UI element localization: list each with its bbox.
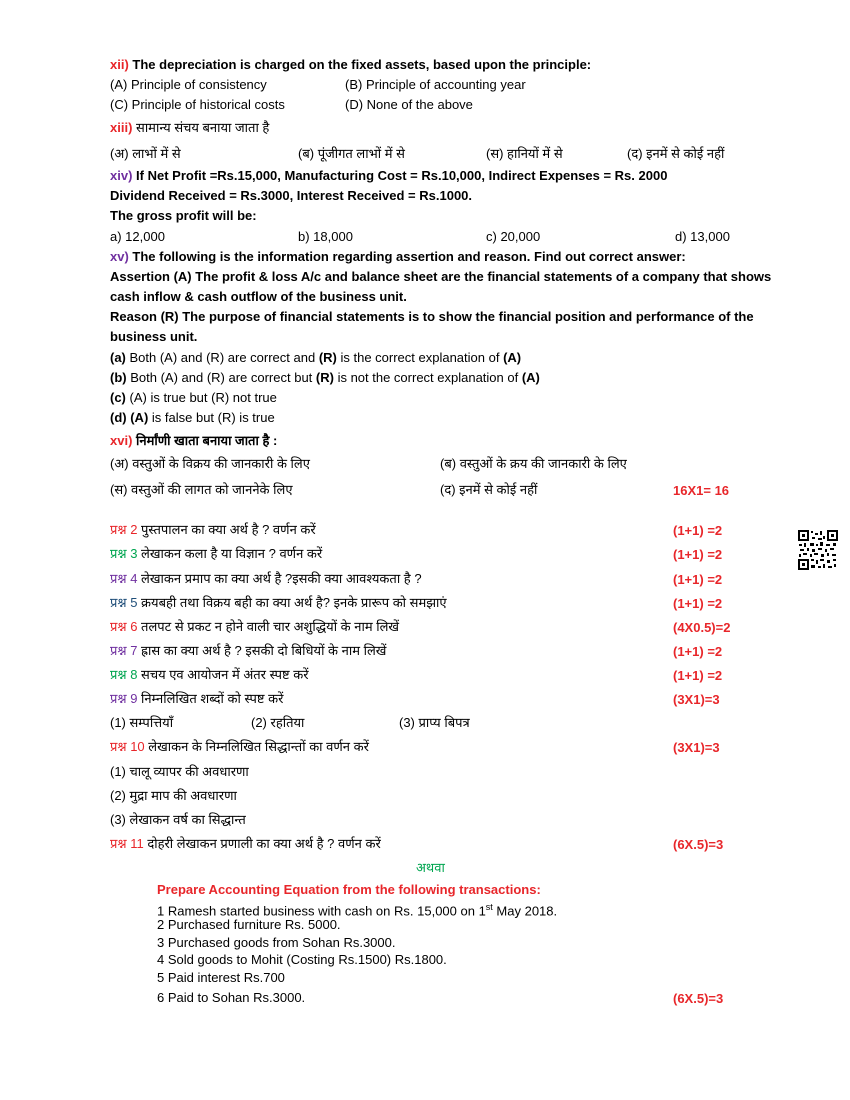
question-10-marks: (3X1)=3: [673, 740, 720, 755]
transaction-1-sup: st: [485, 902, 493, 912]
q15-option-b-text: Both (A) and (R) are correct but: [126, 370, 316, 385]
question-11: [110, 836, 381, 852]
question-6-label: प्रश्न 6: [110, 619, 138, 634]
q15-option-b-text2: is not the correct explanation of: [333, 370, 522, 385]
or-divider: अथवा: [416, 860, 445, 875]
q13-option-a: (अ) लाभों में से: [110, 146, 181, 161]
question-9-marks: (3X1)=3: [673, 692, 720, 707]
q15-option-a-text2: is the correct explanation of: [336, 350, 504, 365]
question-7-marks: (1+1) =2: [673, 644, 723, 659]
q13-number: xiii): [110, 120, 133, 135]
question-8: [110, 667, 309, 683]
question-11-text: दोहरी लेखाकन प्रणाली का क्या अर्थ है ? वर्णन करें: [143, 836, 381, 851]
q14-line1: If Net Profit =Rs.15,000, Manufacturing Cost = Rs.10,000, Indirect Expenses = Rs. 2000: [136, 168, 668, 183]
question-8-text: सचय एव आयोजन में अंतर स्पष्ट करें: [137, 667, 309, 682]
alt-question-marks: (6X.5)=3: [673, 991, 724, 1006]
question-2-text: पुस्तपालन का क्या अर्थ है ? वर्णन करें: [137, 522, 316, 537]
q15-option-d-label: (d): [110, 410, 127, 425]
q12-number: xii): [110, 57, 129, 72]
question-5-label: प्रश्न 5: [110, 595, 138, 610]
q15-option-a-r: (R): [318, 350, 337, 365]
question-7: [110, 643, 386, 659]
question-5: [110, 595, 447, 611]
q16-option-d: (द) इनमें से कोई नहीं: [440, 482, 538, 497]
q14-line2: Dividend Received = Rs.3000, Interest Received = Rs.1000.: [110, 188, 473, 203]
question-3-text: लेखाकन कला है या विज्ञान ? वर्णन करें: [137, 546, 323, 561]
question-3-label: प्रश्न 3: [110, 546, 138, 561]
q16-option-c: (स) वस्तुओं की लागत को जाननेके लिए: [110, 482, 293, 497]
question-8-label: प्रश्न 8: [110, 667, 138, 682]
q9-item-1: (1) सम्पत्तियाँ: [110, 715, 174, 730]
q14-option-b: b) 18,000: [298, 229, 353, 244]
q12-option-d: (D) None of the above: [345, 97, 473, 112]
question-7-label: प्रश्न 7: [110, 643, 138, 658]
question-10: [110, 739, 369, 755]
q15-option-c-label: (c): [110, 390, 126, 405]
question-5-marks: (1+1) =2: [673, 596, 723, 611]
q16-option-a: (अ) वस्तुओं के विक्रय की जानकारी के लिए: [110, 456, 310, 471]
q9-item-2: (2) रहतिया: [251, 715, 305, 730]
question-11-marks: (6X.5)=3: [673, 837, 724, 852]
question-9-text: निम्नलिखित शब्दों को स्पष्ट करें: [137, 691, 284, 706]
q13-option-b: (ब) पूंजीगत लाभों में से: [298, 146, 405, 161]
transaction-1-text: 1 Ramesh started business with cash on Rs. 15,000 on 1: [157, 903, 486, 919]
transaction-6: 6 Paid to Sohan Rs.3000.: [157, 990, 306, 1005]
question-6-text: तलपट से प्रकट न होने वाली चार अशुद्धियों के नाम लिखें: [137, 619, 400, 634]
q16-text: निर्मांणी खाता बनाया जाता है :: [136, 433, 278, 448]
question-5-text: क्रयबही तथा विक्रय बही का क्या अर्थ है? इनके प्रारूप को समझाएं: [137, 595, 447, 610]
question-8-marks: (1+1) =2: [673, 668, 723, 683]
q9-item-3: (3) प्राप्य बिपत्र: [399, 715, 470, 730]
q10-item-3: (3) लेखाकन वर्ष का सिद्धान्त: [110, 812, 246, 827]
q14-number: xiv): [110, 168, 133, 183]
q15-option-d-text: is false but (R) is true: [148, 410, 275, 425]
question-2-label: प्रश्न 2: [110, 522, 138, 537]
q13-option-c: (स) हानियों में से: [486, 146, 563, 161]
q15-text: The following is the information regarding assertion and reason. Find out correct answer:: [132, 249, 686, 264]
transaction-1-text-end: May 2018.: [492, 903, 558, 919]
q13-option-d: (द) इनमें से कोई नहीं: [627, 146, 725, 161]
q12-option-a: (A) Principle of consistency: [110, 77, 267, 92]
q15-number: xv): [110, 249, 129, 264]
q14-line3: The gross profit will be:: [110, 208, 257, 223]
q15-option-b-r: (R): [315, 370, 334, 385]
q12-option-c: (C) Principle of historical costs: [110, 97, 285, 112]
transaction-4: 4 Sold goods to Mohit (Costing Rs.1500) Rs.1800.: [157, 952, 447, 967]
q14-option-a: a) 12,000: [110, 229, 165, 244]
q15-option-a-a: (A): [503, 350, 522, 365]
q15-question: [110, 249, 686, 265]
q15-assertion-line1: Assertion (A) The profit & loss A/c and balance sheet are the financial statements of a company that shows: [110, 269, 772, 284]
q16-number: xvi): [110, 433, 133, 448]
q10-item-2: (2) मुद्रा माप की अवधारणा: [110, 788, 237, 803]
alt-question-heading: Prepare Accounting Equation from the following transactions:: [157, 882, 541, 897]
q15-option-c-text: (A) is true but (R) not true: [125, 390, 277, 405]
q13-text: सामान्य संचय बनाया जाता है: [136, 120, 270, 135]
q15-option-d-a: (A): [126, 410, 149, 425]
q10-item-1: (1) चालू व्यापर की अवधारणा: [110, 764, 249, 779]
question-4-text: लेखाकन प्रमाप का क्या अर्थ है ?इसकी क्या आवश्यकता है ?: [137, 571, 422, 586]
q16-question: [110, 433, 277, 449]
question-2-marks: (1+1) =2: [673, 523, 723, 538]
question-3: [110, 546, 322, 562]
question-7-text: ह्रास का क्या अर्थ है ? इसकी दो बिधियों के नाम लिखें: [137, 643, 387, 658]
q14-option-d: d) 13,000: [675, 229, 730, 244]
q15-option-c: [110, 390, 277, 406]
question-10-text: लेखाकन के निम्नलिखित सिद्धान्तों का वर्णन करें: [144, 739, 369, 754]
q15-option-b-label: (b): [110, 370, 127, 385]
question-9-label: प्रश्न 9: [110, 691, 138, 706]
q15-option-b-a: (A): [521, 370, 540, 385]
question-2: [110, 522, 316, 538]
question-3-marks: (1+1) =2: [673, 547, 723, 562]
question-6-marks: (4X0.5)=2: [673, 620, 731, 635]
q14-option-c: c) 20,000: [486, 229, 541, 244]
question-6: [110, 619, 399, 635]
q15-option-a: [110, 350, 521, 366]
transaction-3: 3 Purchased goods from Sohan Rs.3000.: [157, 935, 396, 950]
q15-assertion-line2: cash inflow & cash outflow of the business unit.: [110, 289, 407, 304]
question-4-marks: (1+1) =2: [673, 572, 723, 587]
question-10-label: प्रश्न 10: [110, 739, 145, 754]
q15-reason-line1: Reason (R) The purpose of financial statements is to show the financial position and performance of the: [110, 309, 754, 324]
question-9: [110, 691, 283, 707]
q15-option-a-text: Both (A) and (R) are correct and: [125, 350, 319, 365]
q16-marks: 16X1= 16: [673, 483, 730, 498]
q16-option-b: (ब) वस्तुओं के क्रय की जानकारी के लिए: [440, 456, 627, 471]
q14-question: [110, 168, 667, 184]
q12-option-b: (B) Principle of accounting year: [345, 77, 526, 92]
transaction-2: 2 Purchased furniture Rs. 5000.: [157, 917, 341, 932]
qr-code-icon: [798, 530, 838, 570]
q15-reason-line2: business unit.: [110, 329, 198, 344]
q15-option-d: [110, 410, 275, 426]
q15-option-a-label: (a): [110, 350, 126, 365]
question-4: [110, 571, 422, 587]
transaction-5: 5 Paid interest Rs.700: [157, 970, 285, 985]
question-11-label: प्रश्न 11: [110, 836, 144, 851]
q13-question: [110, 120, 269, 136]
q15-option-b: [110, 370, 540, 386]
q12-text: The depreciation is charged on the fixed assets, based upon the principle:: [132, 57, 592, 72]
q12-question: [110, 57, 591, 73]
question-4-label: प्रश्न 4: [110, 571, 138, 586]
